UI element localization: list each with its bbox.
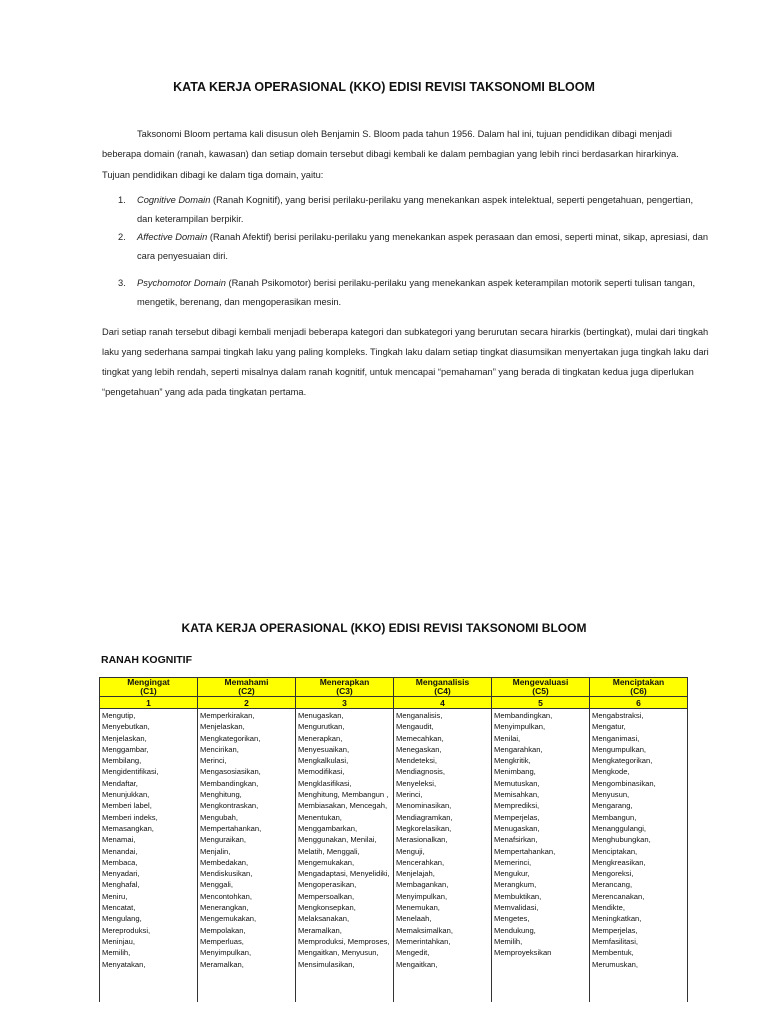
verb-item: Menggambar, [102,744,149,754]
column-header [296,678,394,697]
verb-item: Mengidentifikasi, [102,767,159,777]
verb-item: Menyimpulkan, [396,891,448,901]
verb-item: Memasangkan, [102,823,154,833]
verb-item: Mempolakan, [200,925,246,935]
verb-item: Mengubah, [200,812,238,822]
verb-item: Menguji, [396,846,425,856]
verb-item: Mengarang, [592,801,633,811]
verb-item: Mengombinasikan, [592,778,656,788]
verb-item: Melatih, Menggali, [298,846,360,856]
verb-column [492,709,590,1003]
verb-item: Menerangkan, [200,903,249,913]
verb-item: Mengkategorikan, [200,733,261,743]
verb-column [590,709,688,1003]
verb-item: Mengemukakan, [298,857,355,867]
verb-item: Mengkalkulasi, [298,756,349,766]
verb-item: Memilih, [494,936,523,946]
document-title: KATA KERJA OPERASIONAL (KKO) EDISI REVISI TAKSONOMI BLOOM [173,80,595,94]
kko-table [99,677,688,1002]
verb-column [394,709,492,1003]
verb-item: Mengkategorikan, [592,756,653,766]
verb-item: Menimbang, [494,767,536,777]
verb-item: Menjelaskan, [200,722,245,732]
domain-line: (Ranah Psikomotor) berisi perilaku-perilaku yang menekankan aspek keterampilan motorik seperti tulisan tangan, [228,278,696,288]
domain-line: cara penyesuaian diri. [137,250,228,261]
verb-item: Mengabstraksi, [592,711,644,720]
verb-item: Memecahkan, [396,733,444,743]
verb-item: Merancang, [592,880,633,890]
verb-item: Mengaitkan, [396,959,438,969]
verb-item: Memberi label, [102,801,152,811]
column-name: Mengevaluasi [512,677,569,687]
column-code: (C3) [336,686,353,696]
verb-item: Menggunakan, Menilai, [298,835,377,845]
verb-item: Membandingkan, [200,778,259,788]
column-header [198,678,296,697]
verb-item: Menominasikan, [396,801,452,811]
verb-item: Menghubungkan, [592,835,651,845]
verb-item: Mengetes, [494,914,530,924]
verb-item: Mengemukakan, [200,914,257,924]
verb-item: Memutuskan, [494,778,540,788]
table-title: KATA KERJA OPERASIONAL (KKO) EDISI REVISI TAKSONOMI BLOOM [181,621,587,635]
verb-item: Memperkirakan, [200,711,255,720]
verb-item: Mendeteksi, [396,756,437,766]
verb-item: Menyatakan, [102,959,146,969]
verb-item: Menyeleksi, [396,778,437,788]
closing-line: Dari setiap ranah tersebut dibagi kembali menjadi beberapa kategori dan subkategori yang berurutan secara hirarkis (bertingkat), mulai dari tingkah [102,327,709,337]
column-number: 6 [590,697,688,709]
verb-item: Menyimpulkan, [494,722,546,732]
verb-item: Meningkatkan, [592,914,642,924]
verb-item: Mendiskusikan, [200,869,253,879]
column-name: Menciptakan [612,677,665,687]
verb-item: Menyadari, [102,869,140,879]
verb-item: Menghafal, [102,880,140,890]
domain-term: Affective Domain [137,232,208,242]
domain-number: 3. [118,278,126,288]
verb-item: Merangkum, [494,880,537,890]
verb-item: Memfasilitasi, [592,936,638,946]
verb-item: Mereproduksi, [102,925,151,935]
verb-item: Menugaskan, [298,711,344,720]
verb-item: Membilang, [102,756,142,766]
verb-item: Memberi indeks, [102,812,158,822]
column-header [492,678,590,697]
domain-text [137,274,696,311]
domain-number: 1. [118,195,126,205]
column-number: 3 [296,697,394,709]
verb-item: Mengulang, [102,914,142,924]
column-number: 4 [394,697,492,709]
verb-item: Mendiagnosis, [396,767,445,777]
column-code: (C4) [434,686,451,696]
domain-line: dan keterampilan berpikir. [137,213,244,224]
verb-item: Menafsirkan, [494,835,538,845]
column-name: Mengingat [127,677,170,687]
verb-item: Mengutip, [102,711,136,720]
verb-item: Memperluas, [200,936,244,946]
verb-item: Meniru, [102,891,128,901]
verb-item: Menilai, [494,733,521,743]
column-name: Menganalisis [415,677,470,687]
verb-item: Memerinci, [494,857,532,867]
verb-item: Mengklasifikasi, [298,778,352,788]
verb-item: Membedakan, [200,857,249,867]
domain-term: Cognitive Domain [137,195,211,205]
column-header [590,678,688,697]
verb-item: Menghitung, [200,790,242,800]
column-code: (C2) [238,686,255,696]
verb-item: Mengaudit, [396,722,434,732]
verb-item: Mengkontraskan, [200,801,259,811]
closing-line: “pengetahuan” yang ada pada tingkatan pertama. [102,387,307,397]
verb-item: Menganimasi, [592,733,640,743]
verb-item: Membagankan, [396,880,449,890]
verb-item: Mengkritik, [494,756,531,766]
verb-item: Menguraikan, [200,835,247,845]
verb-item: Menyusun, [592,790,630,800]
verb-item: Mengurutkan, [298,722,345,732]
verb-item: Meninjau, [102,936,135,946]
verb-item: Menamai, [102,835,136,845]
verb-item: Mengadaptasi, Menyelidiki, [298,869,390,879]
verb-item: Mengukur, [494,869,530,879]
column-name: Memahami [224,677,269,687]
verb-item: Megkorelasikan, [396,823,452,833]
verb-item: Meramalkan, [200,959,244,969]
verb-item: Mengatur, [592,722,626,732]
verb-item: Memisahkan, [494,790,540,800]
verb-item: Mempertahankan, [200,823,262,833]
closing-paragraph [102,322,709,402]
closing-line: laku yang sederhana sampai tingkah laku yang paling kompleks. Tingkah laku dalam setiap tingkat diasumsikan menyertakan juga tingkah laku dari [102,347,709,357]
verb-item: Memperjelas, [592,925,638,935]
verb-item: Membiasakan, Mencegah, [298,801,388,811]
verb-item: Menjalin, [200,846,231,856]
verb-item: Mengoreksi, [592,869,634,879]
verb-item: Mendukung, [494,925,536,935]
verb-item: Memprediksi, [494,801,540,811]
verb-item: Mensimulasikan, [298,959,355,969]
verb-item: Mengkreasikan, [592,857,646,867]
verb-item: Mengaitkan, Menyusun, [298,948,379,958]
verb-item: Membuktikan, [494,891,542,901]
verb-item: Memvalidasi, [494,903,539,913]
verb-item: Mempertahankan, [494,846,556,856]
verb-item: Mencatat, [102,903,136,913]
table-body-row [100,709,688,1003]
domain-intro [102,165,688,185]
column-number: 5 [492,697,590,709]
verb-item: Menyimpulkan, [200,948,252,958]
verb-item: Merinci, [200,756,227,766]
verb-item: Menanggulangi, [592,823,647,833]
verb-column [198,709,296,1003]
verb-item: Memproyeksikan [494,948,552,958]
verb-column [296,709,394,1003]
verb-item: Memilih, [102,948,131,958]
verb-item: Merasionalkan, [396,835,448,845]
verb-item: Memaksimalkan, [396,925,453,935]
verb-item: Menerapkan, [298,733,343,743]
verb-item: Mendaftar, [102,778,138,788]
verb-item: Mengasosiasikan, [200,767,261,777]
verb-item: Merinci, [396,790,423,800]
column-header [100,678,198,697]
domain-intro-text: Tujuan pendidikan dibagi ke dalam tiga domain, yaitu: [102,170,324,180]
verb-item: Menemukan, [396,903,440,913]
verb-item: Menggali, [200,880,233,890]
domain-line: (Ranah Kognitif), yang berisi perilaku-perilaku yang menekankan aspek intelektual, seperti pengetahuan, pengertian, [212,195,694,205]
verb-item: Memperjelas, [494,812,540,822]
verb-item: Menegaskan, [396,744,442,754]
verb-item: Menunjukkan, [102,790,150,800]
column-code: (C5) [532,686,549,696]
verb-item: Menganalisis, [396,711,443,720]
verb-item: Membaca, [102,857,138,867]
verb-item: Merumuskan, [592,959,639,969]
domain-line: mengetik, berenang, dan mengoperasikan mesin. [137,296,342,307]
verb-item: Mengkode, [592,767,630,777]
intro-line: Taksonomi Bloom pertama kali disusun oleh Benjamin S. Bloom pada tahun 1956. Dalam hal ini, tujuan pendidikan dibagi menjadi [137,129,672,139]
verb-item: Mengarahkan, [494,744,543,754]
verb-item: Menggambarkan, [298,823,358,833]
verb-item: Menciptakan, [592,846,638,856]
closing-line: tingkat yang lebih rendah, seperti misalnya dalam ranah kognitif, untuk mencapai “pemahaman” yang berada di tingkatan kedua juga diperlukan [102,367,694,377]
verb-item: Menentukan, [298,812,342,822]
verb-item: Memerintahkan, [396,936,451,946]
verb-item: Merencanakan, [592,891,645,901]
verb-item: Menyebutkan, [102,722,150,732]
verb-item: Membentuk, [592,948,634,958]
table-header-row [100,678,688,697]
verb-item: Meramalkan, [298,925,342,935]
table-number-row [100,697,688,709]
section-label: RANAH KOGNITIF [101,654,192,666]
verb-item: Mencirikan, [200,744,239,754]
column-code: (C6) [630,686,647,696]
verb-item: Mengkonsepkan, [298,903,356,913]
column-name: Menerapkan [319,677,370,687]
verb-item: Menjelaskan, [102,733,147,743]
domain-text [137,191,694,228]
verb-item: Membandingkan, [494,711,553,720]
verb-column [100,709,198,1003]
verb-item: Memodifikasi, [298,767,345,777]
domain-term: Psychomotor Domain [137,278,226,288]
verb-item: Menjelajah, [396,869,435,879]
column-number: 2 [198,697,296,709]
verb-item: Memproduksi, Memproses, [298,936,390,946]
column-code: (C1) [140,686,157,696]
verb-item: Membangun, [592,812,637,822]
verb-item: Mengumpulkan, [592,744,647,754]
intro-line: beberapa domain (ranah, kawasan) dan setiap domain tersebut dibagi kembali ke dalam pembagian yang lebih rinci berdasarkan hirarkinya. [102,149,679,159]
domain-line: (Ranah Afektif) berisi perilaku-perilaku yang menekankan aspek perasaan dan emosi, seperti minat, sikap, apresiasi, dan [209,232,709,242]
domain-text [137,228,709,265]
verb-item: Mencontohkan, [200,891,252,901]
column-number: 1 [100,697,198,709]
verb-item: Menghitung, Membangun , [298,790,389,800]
column-header [394,678,492,697]
domain-number: 2. [118,232,126,242]
verb-item: Menugaskan, [494,823,540,833]
verb-item: Mendikte, [592,903,625,913]
verb-item: Menelaah, [396,914,432,924]
intro-paragraph [102,124,688,164]
verb-item: Mempersoalkan, [298,891,355,901]
verb-item: Menandai, [102,846,138,856]
verb-item: Menyesuaikan, [298,744,350,754]
verb-item: Mendiagramkan, [396,812,453,822]
verb-item: Mengoperasikan, [298,880,357,890]
verb-item: Mengedit, [396,948,430,958]
verb-item: Mencerahkan, [396,857,445,867]
verb-item: Melaksanakan, [298,914,350,924]
